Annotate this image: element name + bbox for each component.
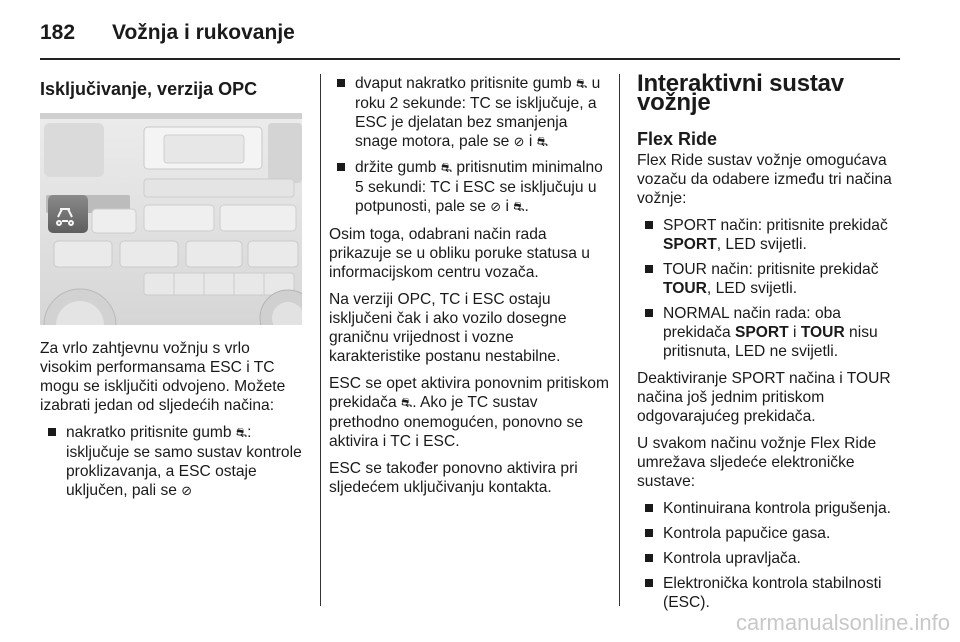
tc-off-icon: ⊘ xyxy=(490,200,502,215)
list-item: Kontrola papučice gasa. xyxy=(637,524,907,543)
flex-intro: Flex Ride sustav vožnje omogućava vozaču da odabere između tri načina vožnje: xyxy=(637,152,892,207)
mode-tour: TOUR način: pritisnite prekidač TOUR, LED svijetli. xyxy=(637,260,907,298)
list-item: Kontrola upravljača. xyxy=(637,549,907,568)
opc-option-3: držite gumb ⛐ pritisnutim minimalno 5 sekundi: TC i ESC se isključuju u potpunosti, pale se ⊘ i ⛐. xyxy=(329,158,609,217)
esc-off-icon: ⛐ xyxy=(513,200,525,215)
opc-limit-note: Na verziji OPC, TC i ESC ostaju isključeni čak i ako vozilo dosegne graničnu vrijednost i vozne karakteristike postanu nestabilne. xyxy=(329,291,567,365)
opc-option-1: nakratko pritisnite gumb ⛐: isključuje se samo sustav kontrole proklizavanja, a ESC ostaje uključen, pali se ⊘ xyxy=(40,423,302,501)
flex-modes-list xyxy=(637,216,907,361)
flex-ride-subheading: Flex Ride xyxy=(637,129,718,149)
opc-option-2: dvaput nakratko pritisnite gumb ⛐ u roku 2 sekunde: TC se isključuje, a ESC je djelatan bez smanjenja snage motora, pale se ⊘ i ⛐ xyxy=(329,74,609,152)
section-heading-opc: Isključivanje, verzija OPC xyxy=(40,79,258,99)
console-photo xyxy=(40,113,302,325)
column-right xyxy=(637,70,907,620)
opc-options-list xyxy=(40,423,302,501)
column-left xyxy=(40,70,302,509)
esc-off-icon: ⛐ xyxy=(536,135,548,150)
list-item: Kontinuirana kontrola prigušenja. xyxy=(637,499,907,518)
esc-button-icon: ⛐ xyxy=(400,396,413,411)
esc-button-icon: ⛐ xyxy=(576,77,588,92)
list-item: Elektronička kontrola stabilnosti (ESC). xyxy=(637,574,907,612)
tc-off-icon: ⊘ xyxy=(181,484,193,499)
esc-button-icon: ⛐ xyxy=(440,161,453,176)
column-divider-2 xyxy=(619,74,620,606)
opc-reactivate-note: ESC se opet aktivira ponovnim pritiskom prekidača ⛐. Ako je TC sustav prethodno onemogućen, ponovno se aktivira i TC i ESC. xyxy=(329,375,609,450)
esc-button-icon: ⛐ xyxy=(235,426,248,441)
opc-ignition-note: ESC se također ponovno aktivira pri sljedećem uključivanju kontakta. xyxy=(329,460,578,496)
column-middle xyxy=(329,74,609,505)
opc-status-note: Osim toga, odabrani način rada prikazuje se u obliku poruke statusa u informacijskom centru vozača. xyxy=(329,226,590,281)
header-rule xyxy=(40,58,900,60)
flex-deactivate-note: Deaktiviranje SPORT načina i TOUR načina još jednim pritiskom odgovarajućeg prekidača. xyxy=(637,370,891,425)
tc-off-icon: ⊘ xyxy=(513,135,525,150)
mode-normal: NORMAL način rada: oba prekidača SPORT i TOUR nisu pritisnuta, LED ne svijetli. xyxy=(637,304,907,361)
column-divider-1 xyxy=(320,74,321,606)
flex-network-note: U svakom načinu vožnje Flex Ride umrežava sljedeće elektroničke sustave: xyxy=(637,435,877,490)
opc-intro: Za vrlo zahtjevnu vožnju s vrlo visokim performansama ESC i TC mogu se isključiti odvojeno. Možete izabrati jedan od sljedećih načina: xyxy=(40,340,286,414)
mode-sport: SPORT način: pritisnite prekidač SPORT, LED svijetli. xyxy=(637,216,907,254)
page-header xyxy=(40,18,295,48)
page-number: 182 xyxy=(40,21,76,44)
page-title: Vožnja i rukovanje xyxy=(112,21,295,44)
flex-systems-list xyxy=(637,499,907,612)
opc-options-list-cont xyxy=(329,74,609,217)
console-illustration xyxy=(40,113,302,325)
section-heading-flex: Interaktivni sustav vožnje xyxy=(637,70,844,116)
watermark: carmanualsonline.info xyxy=(735,610,950,635)
